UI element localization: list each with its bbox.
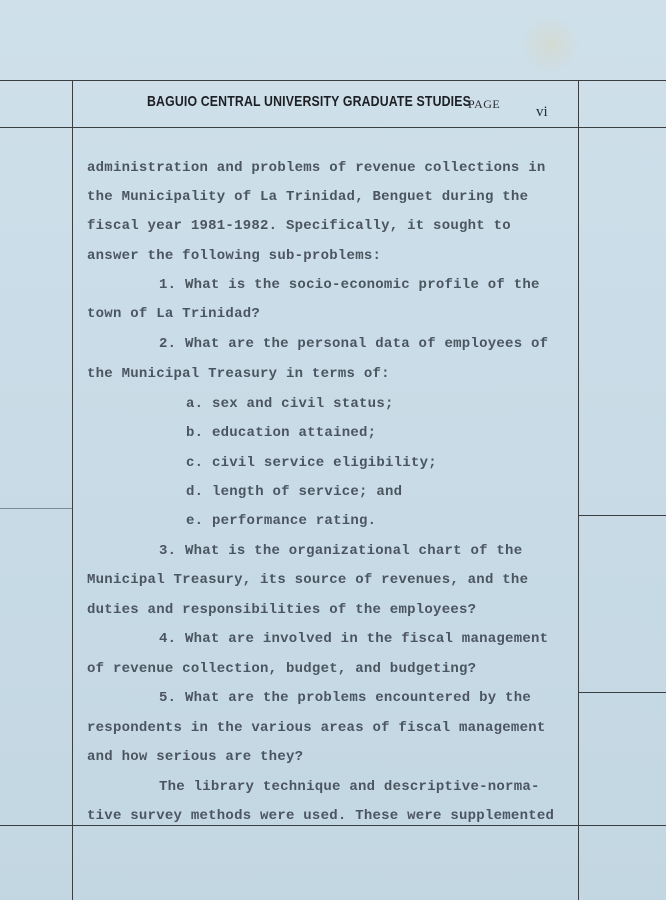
- text-line: tive survey methods were used. These were supplemented: [87, 808, 555, 824]
- university-header-title: BAGUIO CENTRAL UNIVERSITY GRADUATE STUDIES: [147, 93, 471, 110]
- text-line: 2. What are the personal data of employees of: [159, 336, 549, 352]
- left-section-rule: [0, 508, 72, 509]
- left-margin-rule: [72, 80, 73, 900]
- right-section-rule-1: [578, 515, 666, 516]
- text-line: Municipal Treasury, its source of revenues, and the: [87, 572, 529, 588]
- text-line: e. performance rating.: [186, 513, 377, 529]
- text-line: c. civil service eligibility;: [186, 455, 437, 471]
- frame-top-rule: [0, 80, 666, 81]
- text-line: and how serious are they?: [87, 749, 304, 765]
- text-line: d. length of service; and: [186, 484, 403, 500]
- text-line: fiscal year 1981-1982. Specifically, it sought to: [87, 218, 511, 234]
- paper-stain: [520, 15, 580, 75]
- text-line: the Municipal Treasury in terms of:: [87, 366, 390, 382]
- page-number: vi: [536, 104, 548, 120]
- header-bottom-rule: [0, 127, 666, 128]
- right-section-rule-2: [578, 692, 666, 693]
- text-line: answer the following sub-problems:: [87, 248, 382, 264]
- page-label: PAGE: [468, 97, 501, 111]
- text-line: town of La Trinidad?: [87, 306, 261, 322]
- text-line: a. sex and civil status;: [186, 396, 394, 412]
- right-margin-rule: [578, 80, 579, 900]
- text-line: 5. What are the problems encountered by the: [159, 690, 532, 706]
- text-line: respondents in the various areas of fiscal management: [87, 720, 546, 736]
- text-line: duties and responsibilities of the employees?: [87, 602, 477, 618]
- text-line: 3. What is the organizational chart of the: [159, 543, 523, 559]
- frame-bottom-rule: [0, 825, 666, 826]
- text-line: 4. What are involved in the fiscal management: [159, 631, 549, 647]
- text-line: the Municipality of La Trinidad, Benguet during the: [87, 189, 529, 205]
- text-line: administration and problems of revenue collections in: [87, 160, 546, 176]
- text-line: b. education attained;: [186, 425, 377, 441]
- text-line: The library technique and descriptive-norma-: [159, 779, 540, 795]
- text-line: of revenue collection, budget, and budgeting?: [87, 661, 477, 677]
- text-line: 1. What is the socio-economic profile of the: [159, 277, 540, 293]
